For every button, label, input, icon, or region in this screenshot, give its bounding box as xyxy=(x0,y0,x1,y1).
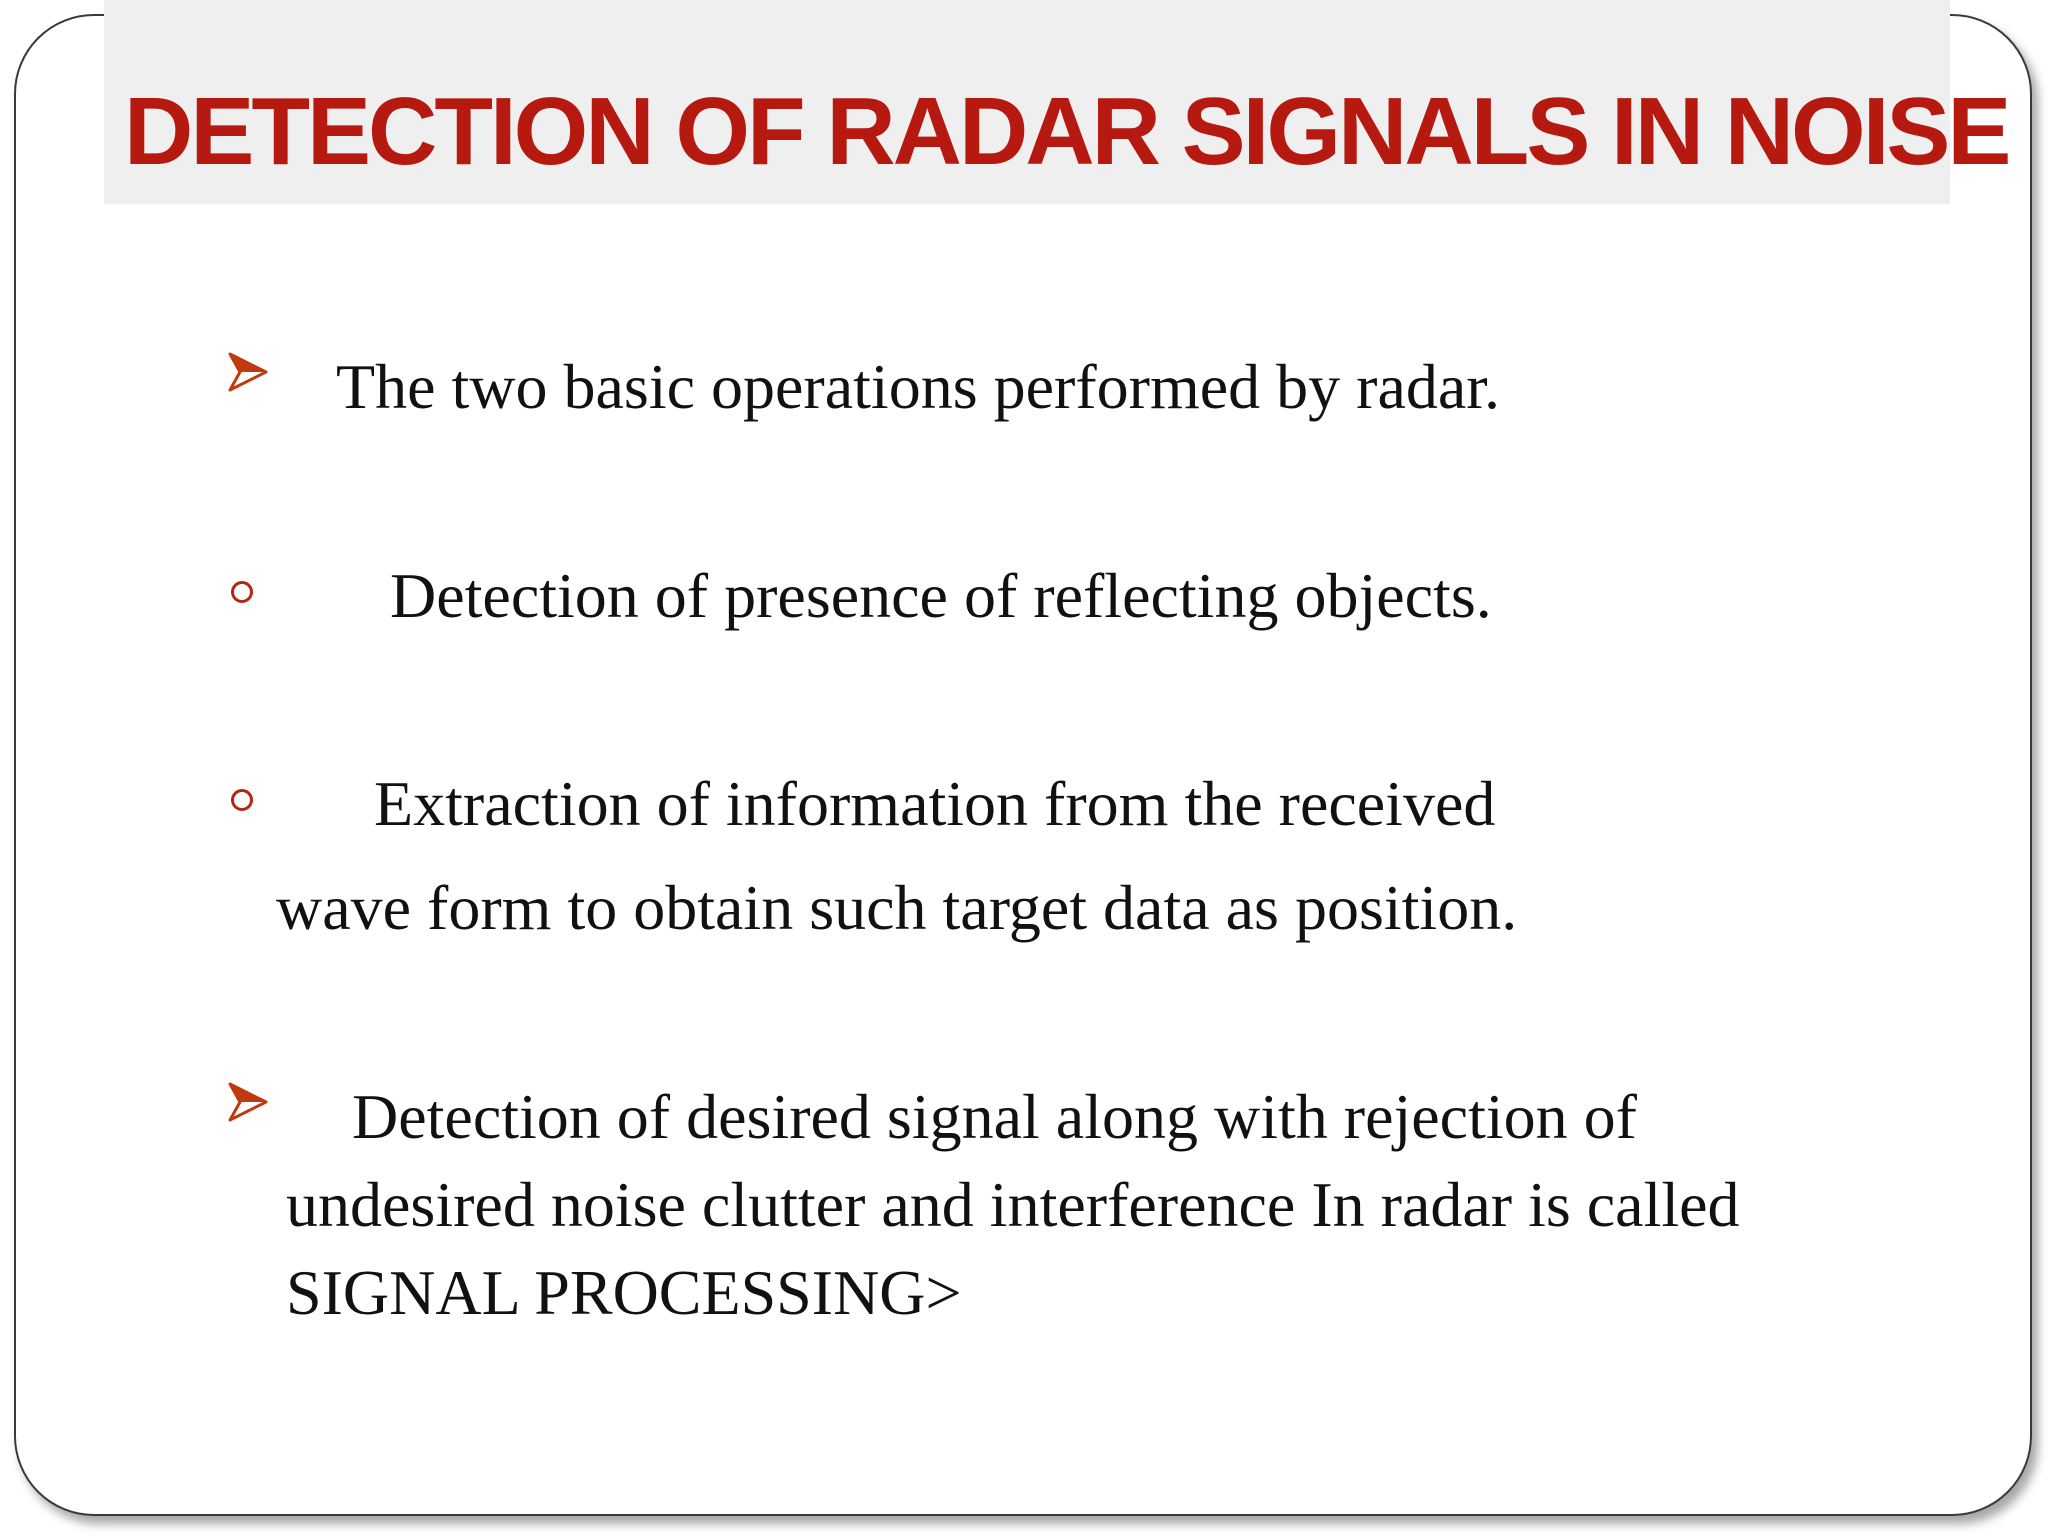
bullet-2-line-1: Detection of presence of reflecting objects. xyxy=(390,560,1492,631)
circle-bullet-icon xyxy=(231,789,253,811)
bullet-4-line-2: undesired noise clutter and interference In radar is called xyxy=(286,1169,1740,1240)
circle-bullet-icon xyxy=(231,581,253,603)
arrow-bullet-icon xyxy=(228,1082,268,1122)
bullet-4-line-3: SIGNAL PROCESSING> xyxy=(286,1257,962,1328)
bullet-1-line-1: The two basic operations performed by radar. xyxy=(336,351,1501,422)
slide-title: DETECTION OF RADAR SIGNALS IN NOISE xyxy=(124,78,2009,185)
arrow-bullet-icon xyxy=(228,352,268,392)
bullet-3-line-1: Extraction of information from the received xyxy=(374,768,1496,839)
bullet-4-line-1: Detection of desired signal along with rejection of xyxy=(352,1081,1637,1152)
bullet-3-line-2: wave form to obtain such target data as position. xyxy=(276,872,1518,943)
